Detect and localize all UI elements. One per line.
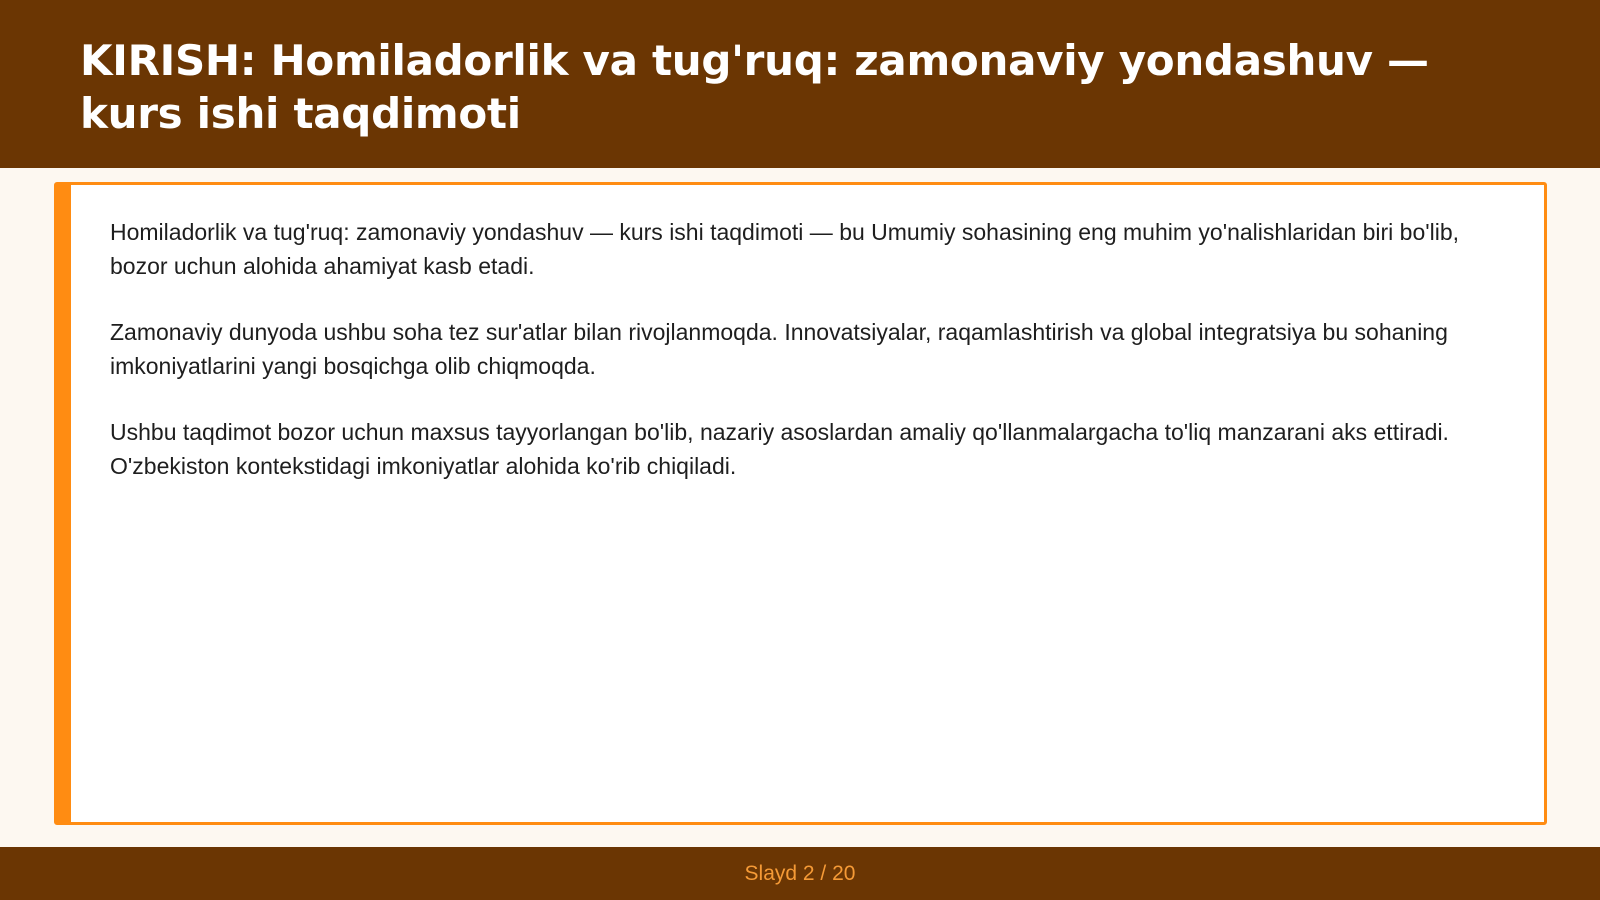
slide-counter: Slayd 2 / 20 xyxy=(744,861,856,885)
content-paragraph-1: Homiladorlik va tug'ruq: zamonaviy yondashuv — kurs ishi taqdimoti — bu Umumiy sohasining eng muhim yo'nalishlaridan biri bo'lib, bozor uchun alohida ahamiyat kasb etadi. xyxy=(110,219,1460,279)
content-paragraph-3: Ushbu taqdimot bozor uchun maxsus tayyorlangan bo'lib, nazariy asoslardan amaliy qo'llanmalargacha to'liq manzarani aks ettiradi. O'zbekiston kontekstidagi imkoniyatlar alohida ko'rib chiqiladi. xyxy=(110,419,1449,479)
slide-header xyxy=(0,0,1600,168)
content-card xyxy=(54,182,1547,825)
slide-title: KIRISH: Homiladorlik va tug'ruq: zamonaviy yondashuv — kurs ishi taqdimoti xyxy=(80,36,1429,138)
slide-footer xyxy=(0,847,1600,900)
content-paragraph-2: Zamonaviy dunyoda ushbu soha tez sur'atlar bilan rivojlanmoqda. Innovatsiyalar, raqamlashtirish va global integratsiya bu sohaning imkoniyatlarini yangi bosqichga olib chiqmoqda. xyxy=(110,319,1448,379)
